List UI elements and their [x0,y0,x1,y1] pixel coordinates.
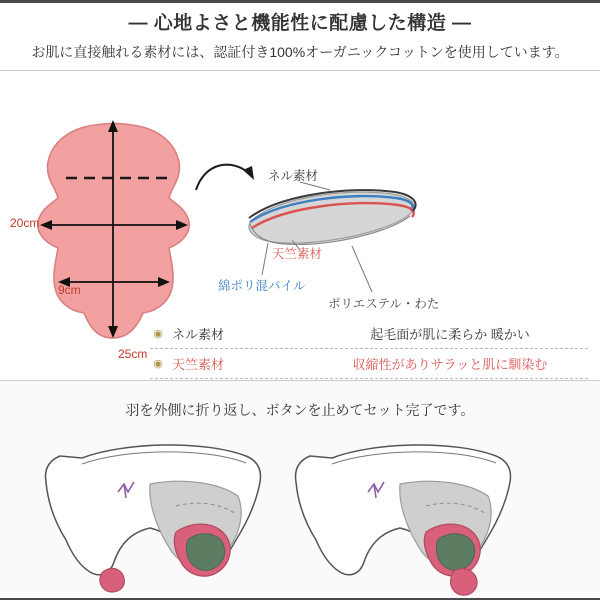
callout-label-tenjiku: 天竺素材 [272,247,323,261]
dimension-label-width: 9cm [58,283,81,297]
top-border [0,0,600,3]
page-title: ― 心地よさと機能性に配慮した構造 ― [128,13,472,34]
page-subtitle: お肌に直接触れる素材には、認証付き100%オーガニックコットンを使用しています。 [31,44,569,60]
underwear-illustration-left [46,445,261,592]
legend-material-desc: 起毛面が肌に柔らか 暖かい [370,327,530,342]
callout-label-wata: ポリエステル・わた [328,297,440,311]
bullet-icon: ◉ [153,358,163,370]
legend-material-name: ネル素材 [172,327,225,342]
usage-illustration-svg [0,420,600,598]
callout-label-nel: ネル素材 [268,169,319,183]
legend-material-name: 天竺素材 [172,357,225,372]
leader-pile [262,243,268,275]
layer-stack-illustration [249,190,416,244]
leader-wata [352,246,372,292]
callout-curve-arrow [196,165,254,190]
legend-material-desc: 収縮性がありサラッと肌に馴染む [352,357,548,372]
bullet-icon: ◉ [153,328,163,340]
dimension-label-height: 20cm [10,216,40,230]
legend-row [150,349,588,379]
structure-diagram-panel [0,70,600,380]
underwear-illustration-right [296,445,511,595]
dimension-label-length: 25cm [118,347,148,361]
callout-label-pile: 綿ポリ混パイル [218,279,306,293]
usage-caption: 羽を外側に折り返し、ボタンを止めてセット完了です。 [125,402,475,418]
legend-row [150,319,588,349]
